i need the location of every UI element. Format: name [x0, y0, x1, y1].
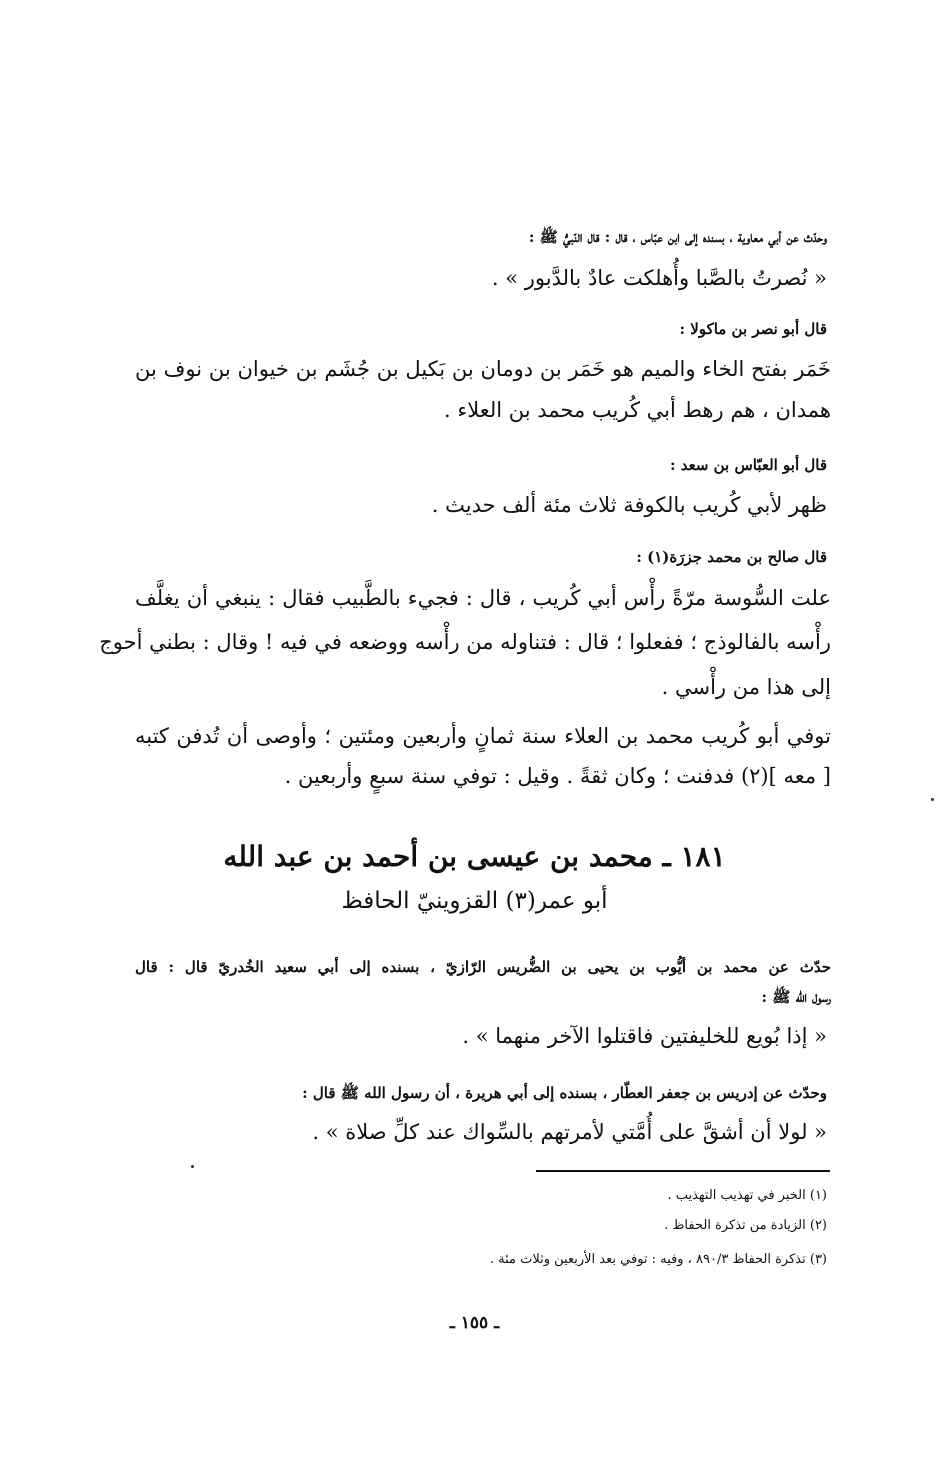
ibn-saad-heading: قال أبو العبّاس بن سعد :: [669, 456, 827, 474]
hadith2-intro-line2: رسول الله ﷺ :: [761, 988, 831, 1006]
footnote-1: (١) الخبر في تهذيب التهذيب .: [667, 1188, 827, 1203]
jazara-heading: قال صالح بن محمد جزرَة(١) :: [636, 548, 827, 566]
makula-line1: خَمَر بفتح الخاء والميم هو خَمَر بن دومان بن بَكيل بن جُشَم بن خيوان بن نوف بن: [135, 357, 831, 381]
hadith3-quote: « لولا أن أشقَّ على أُمَّتي لأمرتهم بالسِّواك عند كلِّ صلاة » .: [312, 1120, 827, 1144]
entry-subtitle: أبو عمر(٣) القزوينيّ الحافظ: [341, 888, 608, 914]
death-line2: [ معه ](٢) فدفنت ؛ وكان ثقةً . وقيل : توفي سنة سبعٍ وأربعين .: [284, 764, 831, 788]
jazara-line3: إلى هذا من رأْسي .: [661, 675, 831, 699]
footnote-separator: [536, 1170, 830, 1172]
footnote-2: (٢) الزيادة من تذكرة الحفاظ .: [664, 1218, 827, 1233]
makula-heading: قال أبو نصر بن ماكولا :: [679, 320, 827, 338]
makula-line2: همدان ، هم رهط أبي كُريب محمد بن العلاء .: [443, 398, 831, 422]
hadith1-quote: « نُصرتُ بالصَّبا وأُهلكت عادٌ بالدَّبور » .: [491, 266, 827, 290]
footnote-3: (٣) تذكرة الحفاظ ٨٩٠/٣ ، وفيه : توفي بعد الأربعين وثلاث مئة .: [489, 1252, 827, 1267]
entry-title: ١٨١ ـ محمد بن عيسى بن أحمد بن عبد الله: [223, 840, 726, 873]
hadith2-quote: « إذا بُويع للخليفتين فاقتلوا الآخر منهما » .: [462, 1024, 827, 1048]
hadith1-intro: وحدّث عن أبي معاوية ، بسنده إلى ابن عبّاس ، قال : قال النّبيُّ ﷺ :: [528, 228, 827, 246]
page-number: ـ ١٥٥ ـ: [449, 1313, 500, 1333]
death-line1: توفي أبو كُريب محمد بن العلاء سنة ثمانٍ وأربعين ومئتين ؛ وأوصى أن تُدفن كتبه: [135, 724, 831, 748]
hadith2-intro-line1: حدّث عن محمد بن أيُّوب بن يحيى بن الضُّريس الرّازيّ ، بسنده إلى أبي سعيد الخُدريّ قال : قال: [135, 958, 831, 976]
jazara-line2: رأْسه بالفالوذج ؛ ففعلوا ؛ قال : فتناوله من رأْسه ووضعه في فيه ! وقال : بطني أحوج: [99, 630, 831, 654]
hadith3-intro: وحدّث عن إدريس بن جعفر العطّار ، بسنده إلى أبي هريرة ، أن رسول الله ﷺ قال :: [302, 1084, 827, 1102]
jazara-line1: علت السُّوسة مرّةً رأْس أبي كُريب ، قال : فجيء بالطَّبيب فقال : ينبغي أن يغلَّف: [135, 586, 831, 610]
ibn-saad-line1: ظهر لأبي كُريب بالكوفة ثلاث مئة ألف حديث .: [431, 493, 827, 517]
scan-speck: [931, 798, 934, 801]
scan-speck: [191, 1165, 194, 1168]
